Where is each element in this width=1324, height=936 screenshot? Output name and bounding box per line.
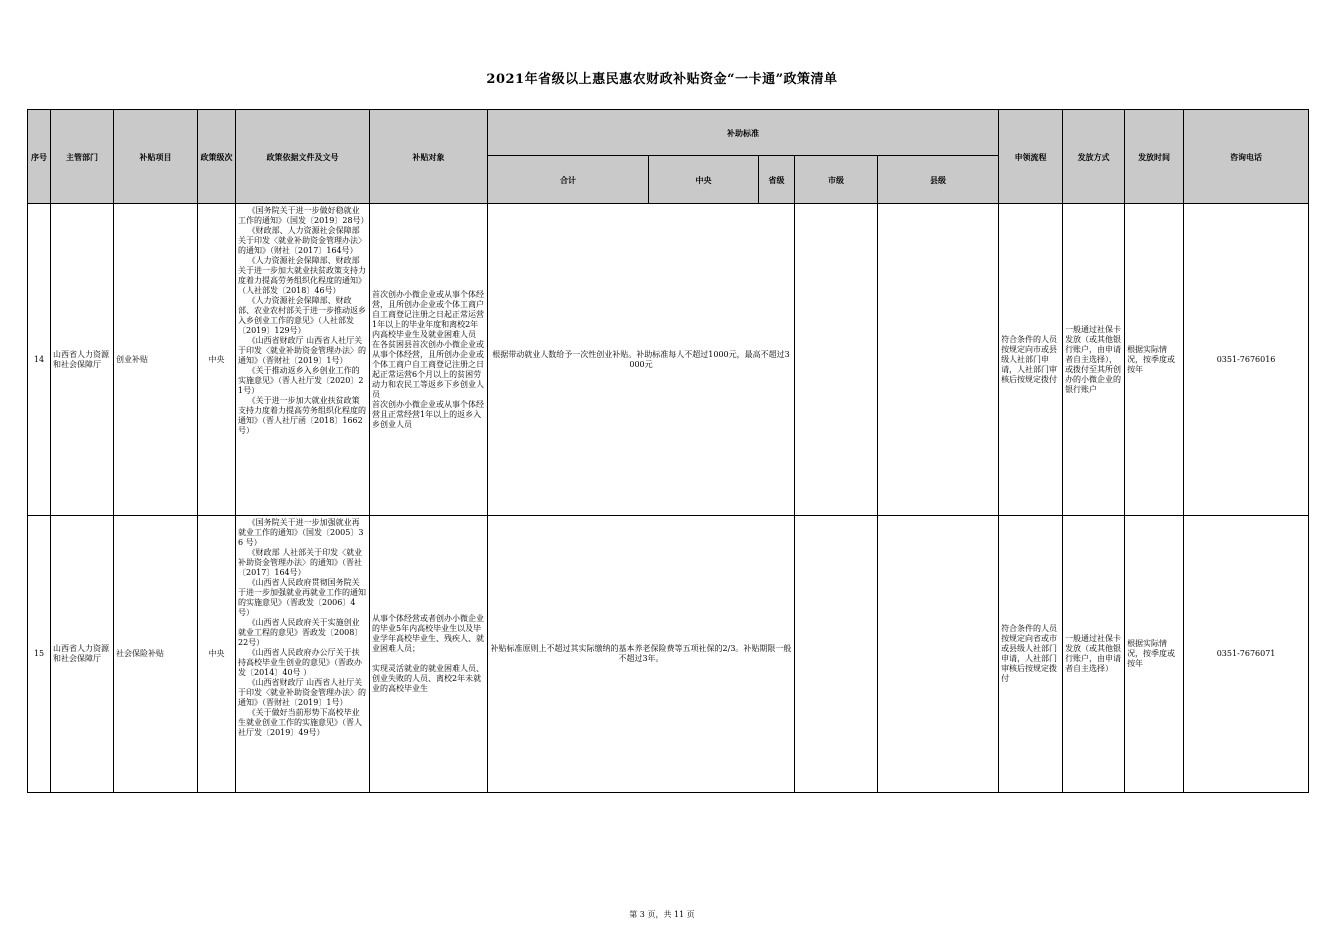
cell-city	[795, 516, 878, 793]
cell-method: 一般通过社保卡发放（或其他银行账户，由申请者自主选择）	[1063, 516, 1125, 793]
header-phone: 咨询电话	[1184, 110, 1309, 204]
basis-line: 《山西省人民政府办公厅关于扶持高校毕业生创业的意见》（晋政办发〔2014〕40号 ）	[238, 648, 362, 677]
policy-table	[27, 109, 1309, 793]
basis-line: 《人力资源社会保障部、财政部、农业农村部关于进一步推动返乡入乡创业工作的意见》（人社部发〔2019〕129号）	[238, 296, 366, 335]
header-project: 补贴项目	[114, 110, 198, 204]
header-row-1	[28, 110, 1309, 156]
header-central: 中央	[649, 156, 759, 204]
cell-method: 一般通过社保卡发放（或其他银行账户，由申请者自主选择），或拨付至其所创办的小微企业的银行账户	[1063, 204, 1125, 516]
cell-department: 山西省人力资源和社会保障厅	[51, 204, 114, 516]
cell-standard: 补贴标准原则上不超过其实际缴纳的基本养老保险费等五项社保的2/3。补贴期限一般不超过3年。	[488, 516, 795, 793]
cell-phone: 0351-7676071	[1184, 516, 1309, 793]
basis-line: 《关于进一步加大就业扶贫政策支持力度着力提高劳务组织化程度的通知》（晋人社厅函〔2018〕1662号）	[238, 396, 366, 435]
header-process: 申领流程	[999, 110, 1063, 204]
basis-line: 《山西省人民政府贯彻国务院关于进一步加强就业再就业工作的通知的实施意见》（晋政发〔2006〕4号）	[238, 578, 366, 617]
page-title: 2021年省级以上惠民惠农财政补贴资金“一卡通”政策清单	[486, 72, 838, 87]
header-time: 发放时间	[1125, 110, 1184, 204]
basis-line: 《国务院关于进一步加强就业再就业工作的通知》（国发〔2005〕36 号）	[238, 518, 364, 547]
header-basis: 政策依据文件及文号	[236, 110, 370, 204]
cell-phone: 0351-7676016	[1184, 204, 1309, 516]
table-row	[28, 516, 1309, 793]
header-seq: 序号	[28, 110, 51, 204]
header-method: 发放方式	[1063, 110, 1125, 204]
basis-line: 《关于推动返乡入乡创业工作的实施意见》（晋人社厅发〔2020〕21号）	[238, 366, 364, 395]
basis-line: 《国务院关于进一步做好稳就业工作的通知》（国发〔2019〕28号）	[238, 206, 369, 225]
header-level: 政策级次	[198, 110, 236, 204]
cell-project: 社会保险补贴	[114, 516, 198, 793]
header-city: 市级	[795, 156, 878, 204]
header-total: 合计	[488, 156, 649, 204]
basis-line: 《财政部 人社部关于印发〈就业补助资金管理办法〉的通知》（晋社〔2017〕164号）	[238, 548, 363, 577]
basis-line: 《财政部、人力资源社会保障部关于印发〈就业补助资金管理办法〉的通知》（财社〔2017〕164号）	[238, 226, 366, 255]
cell-county	[878, 204, 999, 516]
cell-basis	[236, 204, 370, 516]
cell-project: 创业补贴	[114, 204, 198, 516]
cell-seq: 14	[28, 204, 51, 516]
cell-process: 符合条件的人员按规定向省或市或县级人社部门申请，人社部门审核后按规定拨付	[999, 516, 1063, 793]
cell-basis	[236, 516, 370, 793]
cell-process: 符合条件的人员按规定向市或县级人社部门申请，人社部门审核后按规定拨付	[999, 204, 1063, 516]
cell-standard: 根据带动就业人数给予一次性创业补贴。补助标准每人不超过1000元，最高不超过3000元	[488, 204, 795, 516]
header-target: 补贴对象	[370, 110, 488, 204]
header-county: 县级	[878, 156, 999, 204]
cell-city	[795, 204, 878, 516]
header-provincial: 省级	[759, 156, 795, 204]
cell-time: 根据实际情况，按季度或按年	[1125, 516, 1184, 793]
basis-line: 《山西省财政厅 山西省人社厅关于印发〈就业补助资金管理办法〉的通知》（晋财社〔2019〕1号）	[238, 678, 366, 707]
cell-target: 首次创办小微企业或从事个体经营，且所创办企业或个体工商户自工商登记注册之日起正常运营1年以上的毕业年度和离校2年内高校毕业生及就业困难人员 在各贫困县首次创办小微企业或从事个体经营，且所创办企业或个体工商户自工商登记注册之日起正常运营6个月以上的贫困劳动力和农民工等返乡下乡创业人员 首次创办小微企业或从事个体经营且正常经营1年以上的返乡入乡创业人员	[370, 204, 488, 516]
table-row	[28, 204, 1309, 516]
cell-time: 根据实际情况，按季度或按年	[1125, 204, 1184, 516]
cell-seq: 15	[28, 516, 51, 793]
cell-department: 山西省人力资源和社会保障厅	[51, 516, 114, 793]
header-department: 主管部门	[51, 110, 114, 204]
header-standard: 补助标准	[488, 110, 999, 156]
basis-line: 《关于做好当前形势下高校毕业生就业创业工作的实施意见》（晋人社厅发〔2019〕49号）	[238, 708, 362, 737]
cell-level: 中央	[198, 204, 236, 516]
basis-line: 《山西省人民政府关于实施创业就业工程的意见》晋政发〔2008〕22号）	[238, 618, 363, 647]
basis-line: 《山西省财政厅 山西省人社厅关于印发〈就业补助资金管理办法〉的通知》（晋财社〔2019〕1号）	[238, 336, 366, 365]
cell-county	[878, 516, 999, 793]
basis-line: 《人力资源社会保障部、财政部关于进一步加大就业扶贫政策支持力度着力提高劳务组织化程度的通知》（人社部发〔2018〕46号）	[238, 256, 366, 295]
page-footer: 第 3 页，共 11 页	[629, 910, 695, 919]
cell-target: 从事个体经营或者创办小微企业的毕业5年内高校毕业生以及毕业学年高校毕业生、残疾人、就业困难人员； 实现灵活就业的就业困难人员、创业失败的人员、离校2年未就业的高校毕业生	[370, 516, 488, 793]
cell-level: 中央	[198, 516, 236, 793]
